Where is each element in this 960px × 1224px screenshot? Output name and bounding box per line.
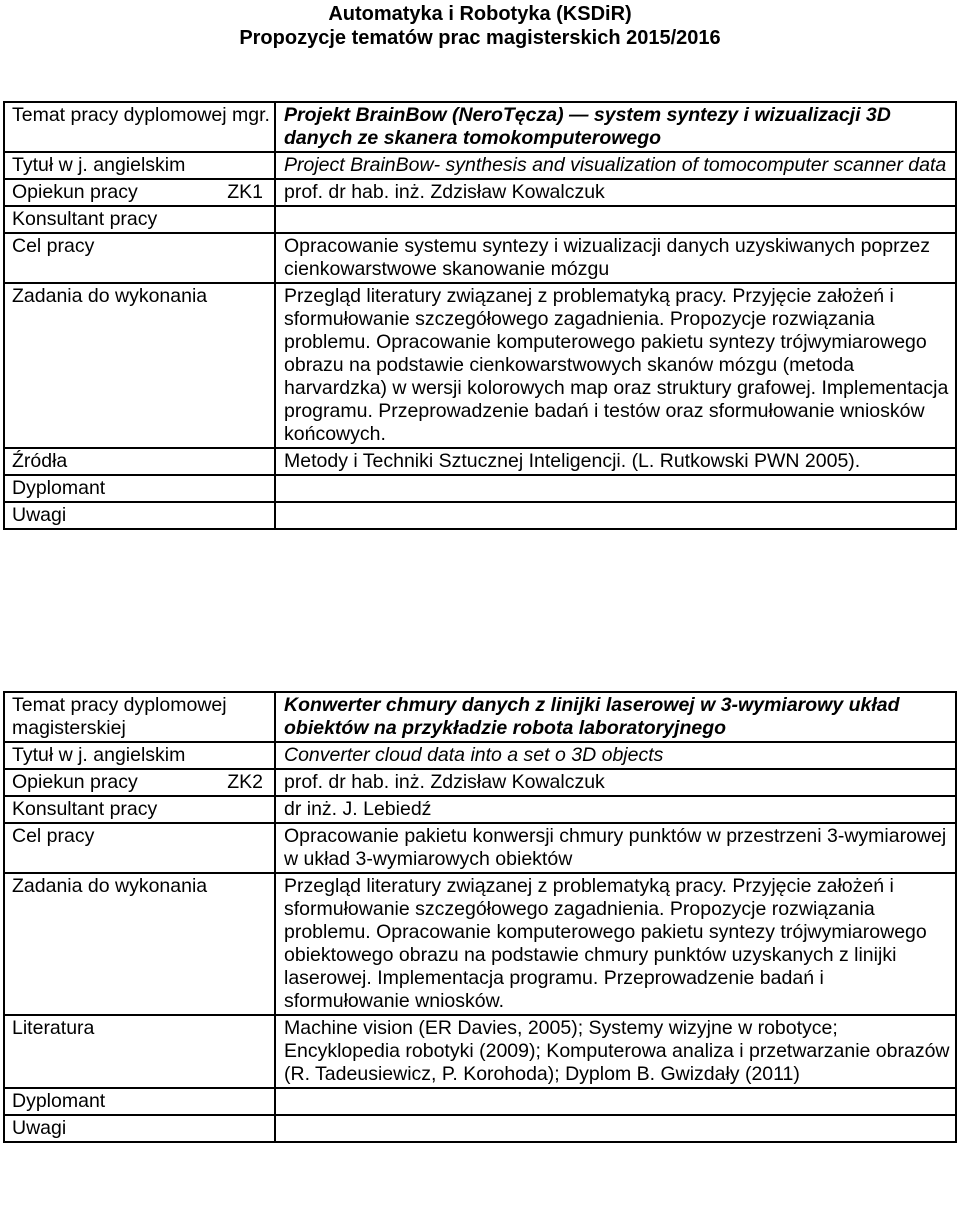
row-title bbox=[4, 692, 956, 742]
label-title: Temat pracy dyplomowej mgr. bbox=[4, 102, 275, 152]
label-supervisor: Opiekun pracy bbox=[12, 771, 138, 793]
row-consultant bbox=[4, 796, 956, 823]
label-title: Temat pracy dyplomowej magisterskiej bbox=[4, 692, 275, 742]
supervisor-name: prof. dr hab. inż. Zdzisław Kowalczuk bbox=[275, 769, 956, 796]
row-notes bbox=[4, 502, 956, 529]
row-student bbox=[4, 1088, 956, 1115]
topic-table-2 bbox=[3, 691, 957, 1143]
row-tasks bbox=[4, 873, 956, 1015]
header-line-2: Propozycje tematów prac magisterskich 2015/2016 bbox=[239, 27, 721, 49]
label-goal: Cel pracy bbox=[4, 823, 275, 873]
row-english bbox=[4, 152, 956, 179]
row-title bbox=[4, 102, 956, 152]
sources-text: Machine vision (ER Davies, 2005); Systemy wizyjne w robotyce; Encyklopedia robotyki (2009); Komputerowa analiza i przetwarzanie obrazów (R. Tadeusiewicz, P. Korohoda); Dyplom B. Gwizdały (2011) bbox=[275, 1015, 956, 1088]
goal-text: Opracowanie pakietu konwersji chmury punktów w przestrzeni 3-wymiarowej w układ 3-wymiarowych obiektów bbox=[275, 823, 956, 873]
label-english: Tytuł w j. angielskim bbox=[4, 152, 275, 179]
row-tasks bbox=[4, 283, 956, 448]
tasks-text: Przegląd literatury związanej z problematyką pracy. Przyjęcie założeń i sformułowanie szczegółowego zagadnienia. Propozycje rozwiązania problemu. Opracowanie komputerowego pakietu syntezy trójwymiarowego obiektowego obrazu na podstawie chmury punktów uzyskanych z linijki laserowej. Implementacja programu. Przeprowadzenie badań i sformułowanie wniosków. bbox=[275, 873, 956, 1015]
topic-title: Projekt BrainBow (NeroTęcza) — system syntezy i wizualizacji 3D danych ze skanera tomokomputerowego bbox=[275, 102, 956, 152]
tasks-text: Przegląd literatury związanej z problematyką pracy. Przyjęcie założeń i sformułowanie szczegółowego zagadnienia. Propozycje rozwiązania problemu. Opracowanie komputerowego pakietu syntezy trójwymiarowego obrazu na podstawie cienkowarstwowych skanów mózgu (metoda harvardzka) w wersji kolorowych map oraz struktury grafowej. Implementacja programu. Przeprowadzenie badań i testów oraz sformułowanie wniosków końcowych. bbox=[275, 283, 956, 448]
label-tasks: Zadania do wykonania bbox=[4, 283, 275, 448]
supervisor-name: prof. dr hab. inż. Zdzisław Kowalczuk bbox=[275, 179, 956, 206]
label-notes: Uwagi bbox=[4, 1115, 275, 1142]
label-supervisor-cell bbox=[4, 769, 275, 796]
topic-title: Konwerter chmury danych z linijki laserowej w 3-wymiarowy układ obiektów na przykładzie robota laboratoryjnego bbox=[275, 692, 956, 742]
label-supervisor: Opiekun pracy bbox=[12, 181, 138, 203]
label-goal: Cel pracy bbox=[4, 233, 275, 283]
row-goal bbox=[4, 823, 956, 873]
row-supervisor bbox=[4, 179, 956, 206]
label-notes: Uwagi bbox=[4, 502, 275, 529]
document-header bbox=[0, 0, 960, 50]
label-student: Dyplomant bbox=[4, 1088, 275, 1115]
notes-text bbox=[275, 1115, 956, 1142]
row-student bbox=[4, 475, 956, 502]
label-supervisor-cell bbox=[4, 179, 275, 206]
label-tasks: Zadania do wykonania bbox=[4, 873, 275, 1015]
topic-table-1 bbox=[3, 101, 957, 530]
label-student: Dyplomant bbox=[4, 475, 275, 502]
student-name bbox=[275, 475, 956, 502]
header-line-1: Automatyka i Robotyka (KSDiR) bbox=[328, 3, 632, 25]
row-sources bbox=[4, 1015, 956, 1088]
label-consultant: Konsultant pracy bbox=[4, 796, 275, 823]
goal-text: Opracowanie systemu syntezy i wizualizacji danych uzyskiwanych poprzez cienkowarstwowe skanowanie mózgu bbox=[275, 233, 956, 283]
consultant-name: dr inż. J. Lebiedź bbox=[275, 796, 956, 823]
row-english bbox=[4, 742, 956, 769]
topic-code: ZK1 bbox=[227, 181, 263, 203]
student-name bbox=[275, 1088, 956, 1115]
consultant-name bbox=[275, 206, 956, 233]
topic-code: ZK2 bbox=[227, 771, 263, 793]
row-notes bbox=[4, 1115, 956, 1142]
label-consultant: Konsultant pracy bbox=[4, 206, 275, 233]
english-title: Project BrainBow- synthesis and visualization of tomocomputer scanner data bbox=[275, 152, 956, 179]
row-supervisor bbox=[4, 769, 956, 796]
english-title: Converter cloud data into a set o 3D objects bbox=[275, 742, 956, 769]
label-english: Tytuł w j. angielskim bbox=[4, 742, 275, 769]
label-sources: Literatura bbox=[4, 1015, 275, 1088]
row-sources bbox=[4, 448, 956, 475]
label-sources: Źródła bbox=[4, 448, 275, 475]
notes-text bbox=[275, 502, 956, 529]
sources-text: Metody i Techniki Sztucznej Inteligencji. (L. Rutkowski PWN 2005). bbox=[275, 448, 956, 475]
row-goal bbox=[4, 233, 956, 283]
row-consultant bbox=[4, 206, 956, 233]
